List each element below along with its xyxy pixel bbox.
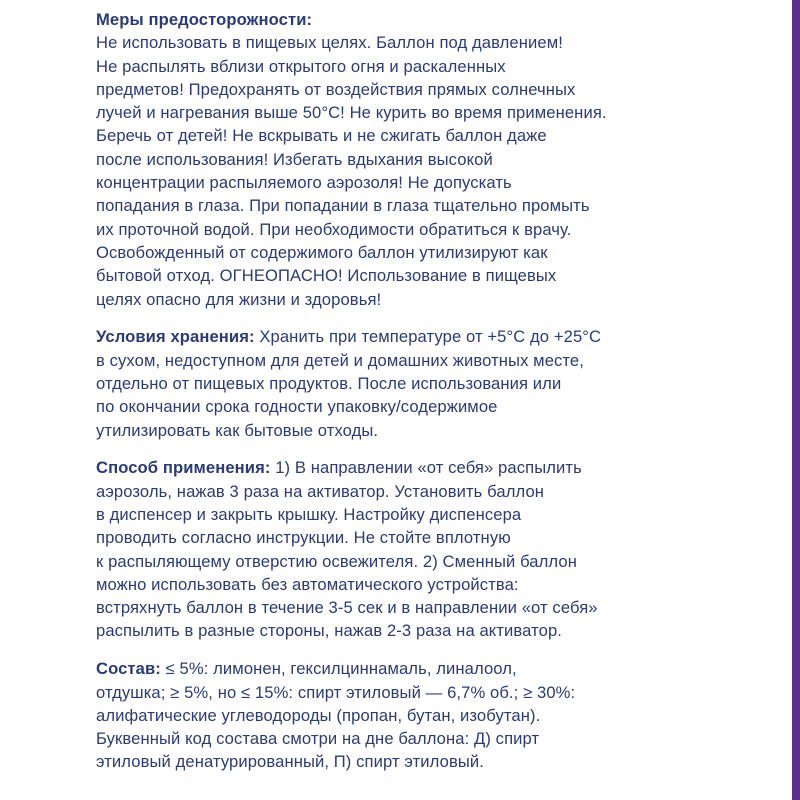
accent-bar xyxy=(792,0,800,800)
storage-first-line-text: Хранить при температуре от +5°С до +25°С xyxy=(254,327,602,347)
storage-line: в сухом, недоступном для детей и домашних животных месте, xyxy=(96,350,584,370)
precautions-line: Освобожденный от содержимого баллон утилизируют как xyxy=(96,242,548,262)
usage-title: Способ применения: xyxy=(96,458,271,478)
precautions-line: после использования! Избегать вдыхания высокой xyxy=(96,149,493,169)
usage-first-line-text: 1) В направлении «от себя» распылить xyxy=(270,458,582,478)
usage-first-line xyxy=(96,456,696,479)
usage-section xyxy=(96,456,696,642)
usage-line: к распыляющему отверстию освежителя. 2) Сменный баллон xyxy=(96,551,577,571)
precautions-line: их проточной водой. При необходимости обратиться к врачу. xyxy=(96,219,572,239)
precautions-line: целях опасно для жизни и здоровья! xyxy=(96,289,382,309)
composition-first-line-text: ≤ 5%: лимонен, гексилциннамаль, линалоол, xyxy=(160,659,517,679)
precautions-line: Беречь от детей! Не вскрывать и не сжигать баллон даже xyxy=(96,126,547,146)
precautions-line: бытовой отход. ОГНЕОПАСНО! Использование в пищевых xyxy=(96,266,557,286)
storage-line: утилизировать как бытовые отходы. xyxy=(96,420,379,440)
composition-title: Состав: xyxy=(96,659,161,679)
storage-line: по окончании срока годности упаковку/содержимое xyxy=(96,397,498,417)
precautions-line: попадания в глаза. При попадании в глаза тщательно промыть xyxy=(96,196,590,216)
label-text xyxy=(96,8,696,788)
precautions-line: Не распылять вблизи открытого огня и раскаленных xyxy=(96,56,506,76)
usage-line: встряхнуть баллон в течение 3-5 сек и в направлении «от себя» xyxy=(96,598,598,618)
precautions-title: Меры предосторожности: xyxy=(96,10,313,29)
precautions-line: лучей и нагревания выше 50°С! Не курить во время применения. xyxy=(96,103,607,123)
composition-first-line xyxy=(96,657,696,680)
composition-line: этиловый денатурированный, П) спирт этиловый. xyxy=(96,752,484,772)
composition-line: отдушка; ≥ 5%, но ≤ 15%: спирт этиловый — 6,7% об.; ≥ 30%: xyxy=(96,682,576,702)
precautions-line: Не использовать в пищевых целях. Баллон под давлением! xyxy=(96,33,563,53)
precautions-line: предметов! Предохранять от воздействия прямых солнечных xyxy=(96,79,576,99)
storage-section xyxy=(96,325,696,441)
precautions-line: концентрации распыляемого аэрозоля! Не допускать xyxy=(96,173,512,193)
composition-line: алифатические углеводороды (пропан, бутан, изобутан). xyxy=(96,705,541,725)
composition-section xyxy=(96,657,696,773)
storage-line: отдельно от пищевых продуктов. После использования или xyxy=(96,373,562,393)
usage-line: можно использовать без автоматического устройства: xyxy=(96,574,519,594)
usage-line: распылить в разные стороны, нажав 2-3 раза на активатор. xyxy=(96,621,562,641)
usage-line: аэрозоль, нажав 3 раза на активатор. Установить баллон xyxy=(96,481,545,501)
storage-first-line xyxy=(96,325,696,348)
usage-line: проводить согласно инструкции. Не стойте вплотную xyxy=(96,528,511,548)
composition-line: Буквенный код состава смотри на дне баллона: Д) спирт xyxy=(96,729,540,749)
storage-title: Условия хранения: xyxy=(96,327,255,347)
precautions-section xyxy=(96,8,696,311)
usage-line: в диспенсер и закрыть крышку. Настройку диспенсера xyxy=(96,504,522,524)
